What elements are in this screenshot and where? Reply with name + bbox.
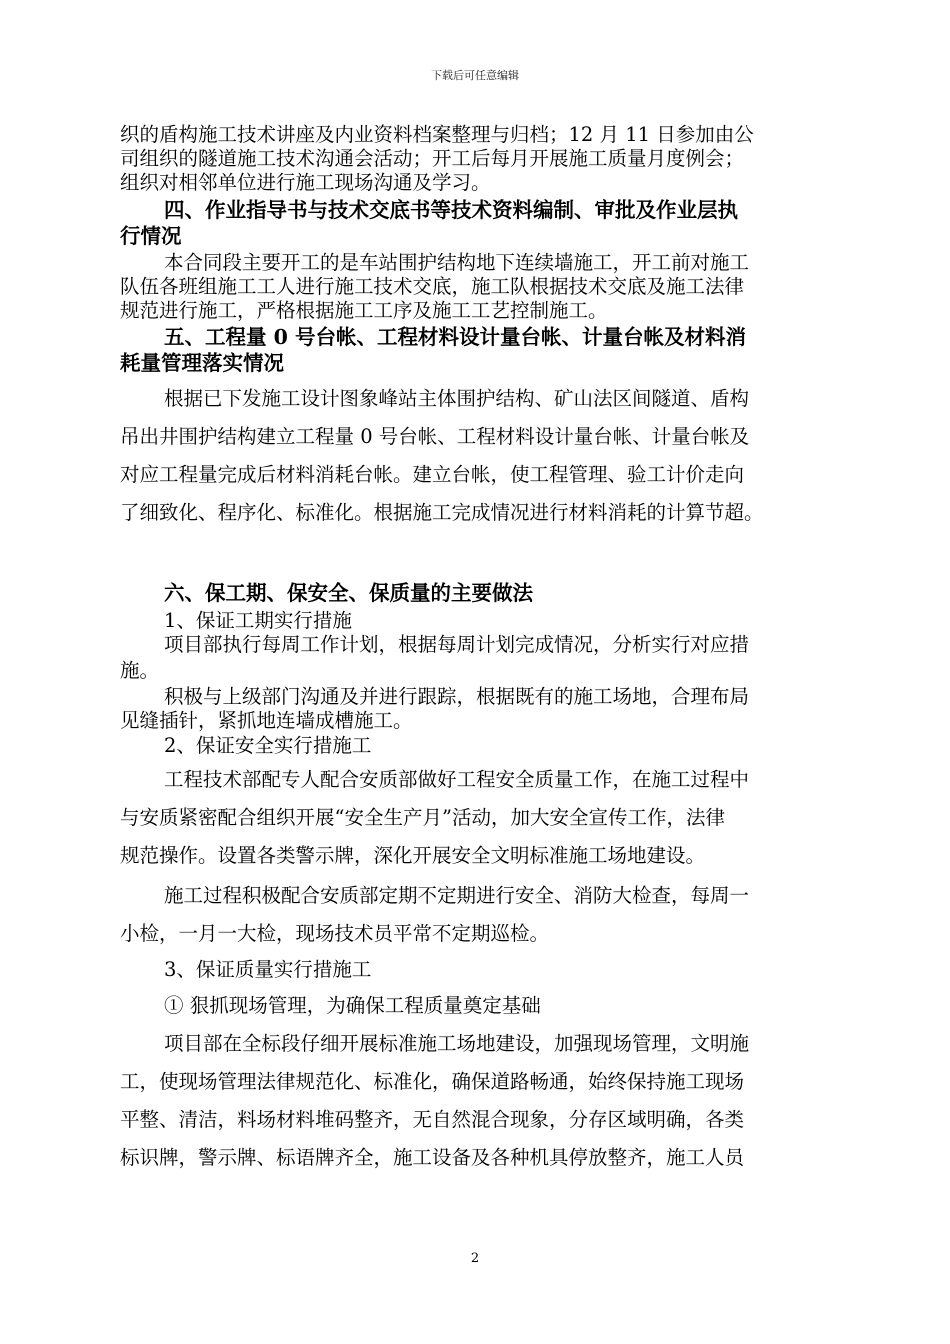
paragraph-line: 见缝插针，紧抓地连墙成槽施工。 [120, 709, 413, 732]
paragraph-line: 规范进行施工，严格根据施工工序及施工工艺控制施工。 [120, 299, 608, 322]
section-heading-line: 行情况 [120, 224, 182, 248]
paragraph-line: 施。 [120, 659, 160, 682]
section-heading-line: 五、工程量 0 号台帐、工程材料设计量台帐、计量台帐及材料消 [164, 325, 747, 349]
page-number: 2 [470, 1251, 480, 1266]
paragraph-line: 司组织的隧道施工技术沟通会活动；开工后每月开展施工质量月度例会； [120, 147, 745, 170]
paragraph-line: 3、保证质量实行措施工 [164, 958, 372, 981]
paragraph-line: 施工过程积极配合安质部定期不定期进行安全、消防大检查，每周一 [164, 884, 750, 907]
paragraph-line: 项目部执行每周工作计划，根据每周计划完成情况，分析实行对应措 [164, 633, 750, 656]
paragraph-line: 组织对相邻单位进行施工现场沟通及学习。 [120, 171, 491, 194]
paragraph-line: 规范操作。设置各类警示牌，深化开展安全文明标准施工场地建设。 [120, 844, 706, 867]
paragraph-line: 项目部在全标段仔细开展标准施工场地建设，加强现场管理，文明施 [164, 1032, 750, 1055]
paragraph-line: ① 狠抓现场管理，为确保工程质量奠定基础 [164, 994, 541, 1017]
paragraph-line: 本合同段主要开工的是车站围护结构地下连续墙施工，开工前对施工 [164, 251, 750, 274]
section-heading-line: 六、保工期、保安全、保质量的主要做法 [164, 581, 533, 605]
paragraph-line: 平整、清洁，料场材料堆码整齐，无自然混合现象，分存区域明确，各类 [120, 1108, 745, 1131]
paragraph-line: 与安质紧密配合组织开展“安全生产月”活动，加大安全宣传工作，法律 [120, 806, 725, 829]
paragraph-line: 工程技术部配专人配合安质部做好工程安全质量工作，在施工过程中 [164, 768, 750, 791]
paragraph-line: 积极与上级部门沟通及并进行跟踪，根据既有的施工场地，合理布局 [164, 685, 750, 708]
paragraph-line: 吊出井围护结构建立工程量 0 号台帐、工程材料设计量台帐、计量台帐及 [120, 425, 750, 448]
section-heading-line: 耗量管理落实情况 [120, 351, 284, 375]
paragraph-line: 小检，一月一大检，现场技术员平常不定期巡检。 [120, 922, 550, 945]
paragraph-line: 织的盾构施工技术讲座及内业资料档案整理与归档；12 月 11 日参加由公 [120, 123, 754, 146]
section-heading-line: 四、作业指导书与技术交底书等技术资料编制、审批及作业层执 [164, 198, 738, 222]
paragraph-line: 1、保证工期实行措施 [164, 609, 352, 632]
paragraph-line: 了细致化、程序化、标准化。根据施工完成情况进行材料消耗的计算节超。 [120, 501, 764, 524]
paragraph-line: 2、保证安全实行措施工 [164, 734, 372, 757]
page-header: 下载后可任意编辑 [431, 69, 519, 82]
paragraph-line: 根据已下发施工设计图象峰站主体围护结构、矿山法区间隧道、盾构 [164, 387, 750, 410]
paragraph-line: 标识牌，警示牌、标语牌齐全，施工设备及各种机具停放整齐，施工人员 [120, 1146, 745, 1169]
paragraph-line: 工，使现场管理法律规范化、标准化，确保道路畅通，始终保持施工现场 [120, 1070, 745, 1093]
paragraph-line: 队伍各班组施工工人进行施工技术交底，施工队根据技术交底及施工法律 [120, 275, 745, 298]
paragraph-line: 对应工程量完成后材料消耗台帐。建立台帐，使工程管理、验工计价走向 [120, 463, 745, 486]
